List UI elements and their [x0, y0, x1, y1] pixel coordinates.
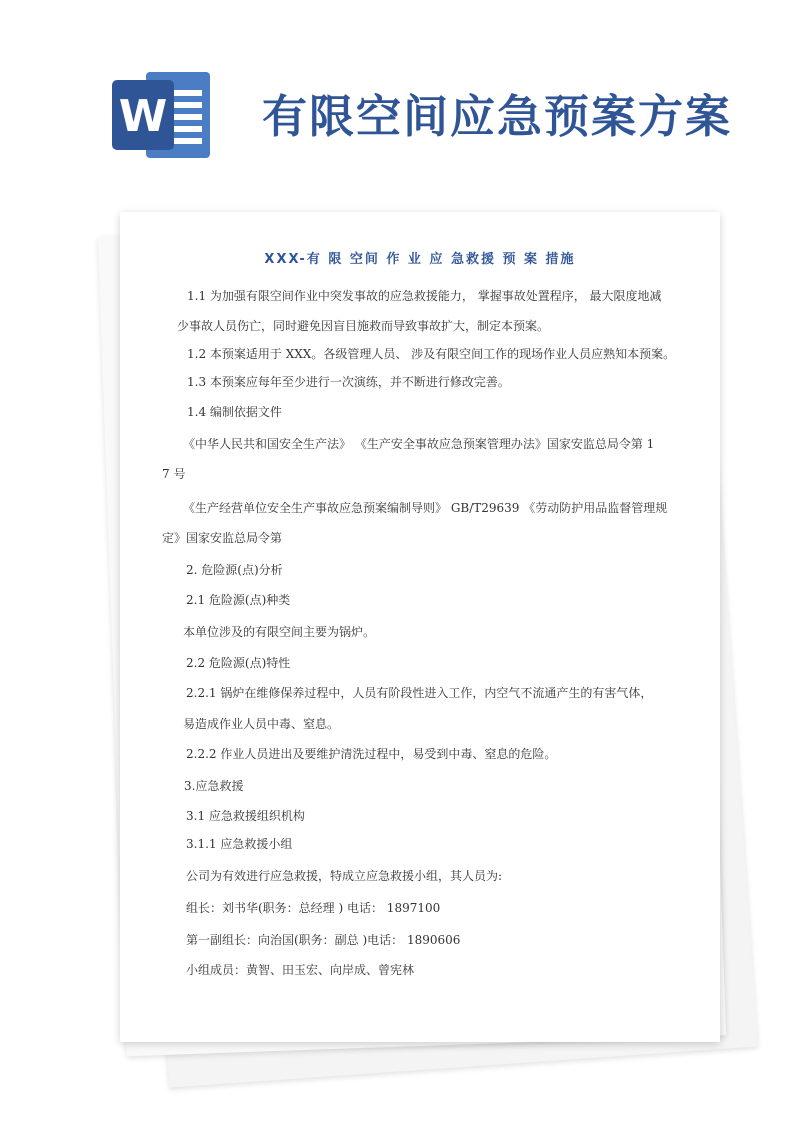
paragraph-line: 1.1 为加强有限空间作业中突发事故的应急救援能力， 掌握事故处置程序， 最大限度地减 [187, 289, 662, 303]
section-heading: 3.1.1 应急救援小组 [186, 837, 293, 851]
section-heading: 2.2 危险源(点)特性 [186, 656, 291, 670]
paragraph-line: 1.2 本预案适用于 XXX。各级管理人员、 涉及有限空间工作的现场作业人员应熟知本预案。 [187, 347, 676, 361]
paragraph-line: 定》国家安监总局令第 [162, 531, 283, 545]
paragraph-line: 本单位涉及的有限空间主要为锅炉。 [183, 625, 376, 639]
section-heading: 3.应急救援 [184, 779, 244, 793]
banner [0, 0, 800, 200]
paragraph-line: 2.2.2 作业人员进出及要维护清洗过程中，易受到中毒、窒息的危险。 [186, 747, 557, 761]
paragraph-line: 7 号 [162, 467, 186, 481]
paragraph-line: 《生产经营单位安全生产事故应急预案编制导则》 GB/T29639 《劳动防护用品监督管理规 [183, 501, 668, 515]
paragraph-line: 1.3 本预案应每年至少进行一次演练，并不断进行修改完善。 [187, 375, 510, 389]
document-page [120, 212, 720, 1042]
section-heading: 2.1 危险源(点)种类 [186, 593, 291, 607]
paragraph-line: 2.2.1 锅炉在维修保养过程中，人员有阶段性进入工作，内空气不流通产生的有害气体， [186, 686, 653, 700]
paragraph-line: 少事故人员伤亡，同时避免因盲目施救而导致事故扩大，制定本预案。 [177, 319, 550, 333]
document-title: XXX-有 限 空间 作 业 应 急救援 预 案 措施 [264, 252, 576, 267]
section-heading: 3.1 应急救援组织机构 [186, 809, 305, 823]
paragraph-line: 《中华人民共和国安全生产法》 《生产安全事故应急预案管理办法》国家安监总局令第 1 [183, 437, 655, 451]
paragraph-line: 公司为有效进行应急救援，特成立应急救援小组，其人员为: [186, 869, 503, 883]
paragraph-line: 第一副组长：向治国(职务：副总 )电话： 1890606 [186, 933, 461, 947]
paragraph-line: 1.4 编制依据文件 [187, 405, 282, 419]
paragraph-line: 组长：刘书华(职务：总经理 ) 电话： 1897100 [186, 901, 441, 915]
logo-letter: W [118, 91, 168, 142]
paragraph-line: 易造成作业人员中毒、窒息。 [183, 717, 340, 731]
paragraph-line: 小组成员：黄智、田玉宏、向岸成、曾宪林 [186, 963, 415, 977]
banner-title: 有限空间应急预案方案 [262, 90, 733, 143]
section-heading: 2. 危险源(点)分析 [186, 563, 283, 577]
word-document-icon [112, 66, 214, 164]
